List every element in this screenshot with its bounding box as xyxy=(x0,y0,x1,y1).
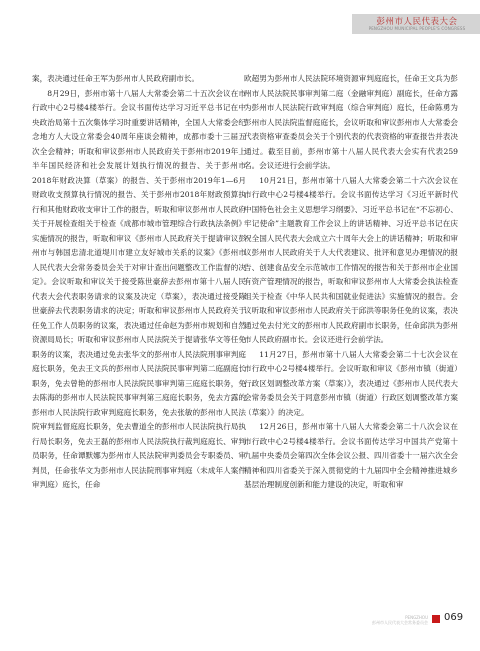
header-subtitle: PENGZHOU MUNICIPAL PEOPLE'S CONGRESS xyxy=(368,26,466,31)
left-column xyxy=(32,72,246,493)
page-number: 069 xyxy=(444,612,464,623)
header-title: 彭州市人民代表大会 xyxy=(376,17,458,27)
right-column xyxy=(244,72,458,493)
paragraph: 10月21日，彭州市第十八届人大常委会第二十六次会议在市行政中心2号楼4楼举行。会议书面传达学习《习近平新时代中国特色社会主义思想学习纲要》、习近平总书记在“不忘初心、牢记使命”主题教育工作会议上的讲话精神、习近平总书记在庆祝全国人民代表大会成立六十周年大会上的讲话精神；听取和审议彭州市人民政府关于人大代表建议、批评和意见办理情况的报告、创建食品安全示范城市工作情况的报告和关于彭州市企业国有资产管理情况的报告，听取和审议彭州市人大常委会执法检查组关于检查《中华人民共和国就业促进法》实施情况的报告。会议听取和审议彭州市人民政府关于邱洪等职务任免的议案，表决通过免去付光文的彭州市人民政府副市长职务，任命邱洪为彭州市人民政府副市长。会议还进行会前学法。 xyxy=(244,175,458,345)
paragraph: 11月27日，彭州市第十八届人大常委会第二十七次会议在市行政中心2号楼4楼举行。会议听取和审议《彭州市镇（街道）行政区划调整改革方案（草案）》，表决通过《彭州市人民代表大会常务委员会关于同意彭州市镇（街道）行政区划调整改革方案（草案）》的决定。 xyxy=(244,349,458,417)
footer-watermark-title: PENGZHOU xyxy=(405,615,428,620)
footer-watermark xyxy=(340,615,428,625)
footer-watermark-subtitle: 彭州市人民代表大会常务委员会 xyxy=(372,620,428,625)
page-footer xyxy=(340,611,464,631)
paragraph: 案，表决通过任命王军为彭州市人民政府副市长。 xyxy=(32,74,200,83)
paragraph: 欧超男为彭州市人民法院环境资源审判庭庭长，任命王文兵为彭州市人民法院民事审判第二庭（金融审判庭）副庭长，任命方露为彭州市人民法院行政审判庭（综合审判庭）庭长，任命陈勇为彭州市人民法院监督庭庭长，会议听取和审议彭州市人大常委会代表资格审查委员会关于个别代表的代表资格的审查报告并表决通过。截至目前，彭州市第十八届人民代表大会实有代表259名。会议还进行会前学法。 xyxy=(244,74,458,171)
page-marker-icon xyxy=(432,615,440,623)
paragraph: 8月29日，彭州市第十八届人大常委会第二十五次会议在市行政中心2号楼4楼举行。会议书面传达学习习近平总书记在中央政治局第十五次集体学习时重要讲话精神，全国人大常委会纪念地方人大设立常委会40周年座谈会精神，成都市委十三届五次全会精神；听取和审议彭州市人民政府关于彭州市2019年上半年国民经济和社会发展计划执行情况的报告、关于彭州市2018年财政决算（草案）的报告、关于彭州市2019年1—6月财政收支预算执行情况的报告、关于彭州市2018年财政预算执行和其他财政收支审计工作的报告，听取和审议彭州市人民政府关于开展检查组关于检查《成都市城市管理综合行政执法条例》实施情况的报告，听取和审议《彭州市人民政府关于提请审议彭州市与韩国忠清北道堤川市建立友好城市关系的议案》《彭州市人民代表大会常务委员会关于对审计查出问题整改工作监督的决定》。会议听取和审议关于接受陈世豪辞去彭州市第十八届人民代表大会代表职务请求的议案及决定（草案），表决通过接受陈世豪辞去代表职务请求的决定；听取和审议彭州市人民政府关于任免工作人员职务的议案，表决通过任命赵为彭州市规划和自然资源局局长；听取和审议彭州市人民法院关于提请张华文等任免职务的议案，表决通过免去张华文的彭州市人民法院刑事审判庭庭长职务，免去王文兵的彭州市人民法院民事审判第二庭副庭长职务，免去曾艳的彭州市人民法院民事审判第三庭庭长职务，免去陈海的彭州市人民法院民事审判第三庭庭长职务，免去方露的彭州市人民法院行政审判庭庭长职务，免去张敏的彭州市人民法院审判监督庭庭长职务，免去曹道全的彭州市人民法院执行局执行局长职务，免去王磊的彭州市人民法院执行裁判庭庭长、审判员职务，任命谭默娜为彭州市人民法院审判委员会专职委员、审判员，任命张华文为彭州市人民法院刑事审判庭（未成年人案件审判庭）庭长，任命 xyxy=(32,88,246,490)
paragraph: 12月26日，彭州市第十八届人大常委会第二十八次会议在市行政中心2号楼4楼举行。会议书面传达学习中国共产党第十九届中央委员会第四次全体会议公报、四川省委十一届六次全会精神和四川省委关于深入贯彻党的十九届四中全会精神推进城乡基层治理制度创新和能力建设的决定，听取和审 xyxy=(244,422,458,490)
